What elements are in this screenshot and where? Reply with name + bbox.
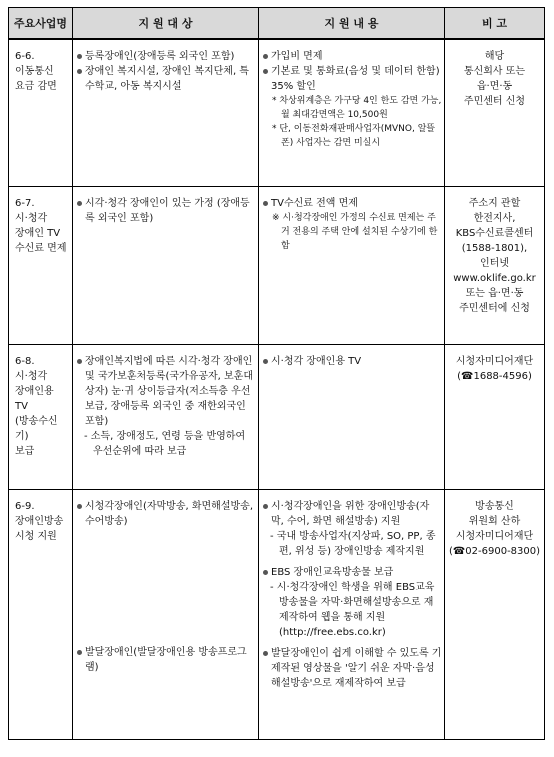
bullet-item <box>261 49 442 64</box>
bullet-dot-icon <box>263 54 268 59</box>
support-cell <box>259 489 445 739</box>
text-line: 시·청각 <box>15 212 48 224</box>
text-line: 인터넷 <box>480 257 509 269</box>
bullet-item <box>261 196 442 211</box>
text-line: 6-6. <box>15 51 35 62</box>
bullet-item <box>261 354 442 369</box>
bullet-dot-icon <box>263 570 268 575</box>
bullet-dot-icon <box>77 54 82 59</box>
text-line: (1588-1801), <box>461 242 528 254</box>
bullet-dot-icon <box>263 69 268 74</box>
footnote-text: * 단, 이동전화재판매사업자(MVNO, 알뜰폰) 사업자는 감면 미실시 <box>272 124 436 148</box>
header-note: 비 고 <box>445 8 545 40</box>
footnote-text: * 차상위계층은 가구당 4인 한도 감면 가능, 월 최대감면액은 10,500원 <box>272 96 442 120</box>
bullet-text: 발달장애인(발달장애인용 방송프로그램) <box>85 646 247 673</box>
text-line: 보급 <box>15 445 35 457</box>
bullet-text: 기본료 및 통화료(음성 및 데이터 한함) 35% 할인 <box>271 66 440 92</box>
bullet-item <box>261 646 442 691</box>
text-line: 6-7. <box>15 197 35 209</box>
bullet-item <box>75 49 256 64</box>
table-row <box>9 39 545 186</box>
text-line: 시청자미디어재단 <box>455 530 534 542</box>
bullet-dot-icon <box>263 504 268 509</box>
business-name-cell <box>9 186 73 344</box>
target-cell <box>73 344 259 489</box>
text-line: 주민센터 신청 <box>463 96 526 107</box>
bullet-dot-icon <box>77 650 82 655</box>
table-row <box>9 489 545 739</box>
text-line: 6-8. <box>15 355 35 367</box>
text-line: 방송통신 <box>475 500 514 512</box>
bullet-item <box>75 354 256 429</box>
bullet-dot-icon <box>77 69 82 74</box>
business-name-cell <box>9 344 73 489</box>
text-line: 장애인방송 <box>15 515 64 527</box>
text-line: 읍·면·동 <box>476 81 513 92</box>
bullet-item <box>75 645 256 675</box>
bullet-text: 장애인복지법에 따른 시각·청각 장애인 및 국가보훈처등록(국가유공자, 보훈대상자) 눈·귀 상이등급자(저소득층 우선보급, 장애등록 외국인 중 재한외국인 포함) <box>85 355 253 427</box>
text-line: 요금 감면 <box>15 81 57 92</box>
business-name-cell <box>9 39 73 186</box>
text-line: 수신료 면제 <box>15 242 67 254</box>
text-line: (☎1688-4596) <box>457 370 532 382</box>
bullet-text: 발달장애인이 쉽게 이해할 수 있도록 기제작된 영상물을 '알기 쉬운 자막·음성 해설방송'으로 재제작하여 보급 <box>271 647 442 689</box>
support-table-wrapper <box>8 7 545 740</box>
text-line: 이동통신 <box>15 66 54 77</box>
bullet-text: TV수신료 전액 면제 <box>271 197 358 209</box>
text-line: 한전지사, <box>473 212 516 224</box>
text-line: (☎02-6900-8300) <box>448 545 541 557</box>
bullet-dot-icon <box>77 201 82 206</box>
header-business-name: 주요사업명 <box>9 8 73 40</box>
header-support: 지 원 내 용 <box>259 8 445 40</box>
bullet-text: 시각·청각 장애인이 있는 가정 (장애등록 외국인 포함) <box>85 197 250 224</box>
note-cell <box>445 489 545 739</box>
text-line: 주민센터에 신청 <box>459 302 530 314</box>
bullet-text: 가입비 면제 <box>271 51 323 62</box>
text-line: KBS수신료콜센터 <box>455 227 534 239</box>
bullet-dot-icon <box>263 651 268 656</box>
bullet-dot-icon <box>77 504 82 509</box>
bullet-text: 등록장애인(장애등록 외국인 포함) <box>85 51 235 62</box>
target-cell <box>73 489 259 739</box>
text-line: 통신회사 또는 <box>463 66 526 77</box>
bullet-text: 장애인 복지시설, 장애인 복지단체, 특수학교, 아동 복지시설 <box>85 66 249 92</box>
target-cell <box>73 39 259 186</box>
note-cell <box>445 344 545 489</box>
bullet-text: 시·청각 장애인용 TV <box>271 355 362 367</box>
text-line: 해당 <box>484 51 505 62</box>
bullet-item <box>261 64 442 94</box>
support-cell <box>259 344 445 489</box>
sub-item-text: - 시·청각장애인 학생을 위해 EBS교육방송물을 자막·화면해설방송으로 재제작하여 웹을 통해 지원 (http://free.ebs.co.kr) <box>270 581 435 638</box>
text-line: 시·청각 <box>15 370 48 382</box>
bullet-item <box>75 196 256 226</box>
bullet-item <box>75 64 256 94</box>
text-line: 위원회 산하 <box>468 515 521 527</box>
business-name-cell <box>9 489 73 739</box>
bullet-item <box>75 499 256 529</box>
text-line: 장애인용 TV <box>15 385 54 412</box>
support-cell <box>259 39 445 186</box>
bullet-item <box>261 565 442 580</box>
text-line: www.oklife.go.kr <box>453 272 536 284</box>
note-cell <box>445 39 545 186</box>
table-row <box>9 344 545 489</box>
target-cell <box>73 186 259 344</box>
header-target: 지 원 대 상 <box>73 8 259 40</box>
text-line: 장애인 TV <box>15 227 61 239</box>
text-line: 주소지 관할 <box>468 197 521 209</box>
text-line: 6-9. <box>15 500 35 512</box>
bullet-text: 시·청각장애인을 위한 장애인방송(자막, 수어, 화면 해설방송) 지원 <box>271 500 430 527</box>
text-line: 시청자미디어재단 <box>455 355 534 367</box>
note-cell <box>445 186 545 344</box>
bullet-item <box>261 499 442 529</box>
bullet-dot-icon <box>263 359 268 364</box>
support-table <box>8 7 545 740</box>
sub-item-text: - 국내 방송사업자(지상파, SO, PP, 종편, 위성 등) 장애인방송 제작지원 <box>270 530 436 557</box>
bullet-dot-icon <box>263 201 268 206</box>
bullet-dot-icon <box>77 359 82 364</box>
text-line: (방송수신기) <box>15 415 58 442</box>
bullet-text: EBS 장애인교육방송물 보급 <box>271 566 394 578</box>
table-row <box>9 186 545 344</box>
footnote-text: ※ 시·청각장애인 가정의 수신료 면제는 주거 전용의 주택 안에 설치된 수상기에 한함 <box>272 212 438 251</box>
text-line: 또는 읍·면·동 <box>465 287 524 299</box>
header-row <box>9 8 545 40</box>
bullet-text: 시청각장애인(자막방송, 화면해설방송, 수어방송) <box>85 500 253 527</box>
support-cell <box>259 186 445 344</box>
sub-item-text: - 소득, 장애정도, 연령 등을 반영하여 우선순위에 따라 보급 <box>84 430 246 457</box>
text-line: 시청 지원 <box>15 530 57 542</box>
